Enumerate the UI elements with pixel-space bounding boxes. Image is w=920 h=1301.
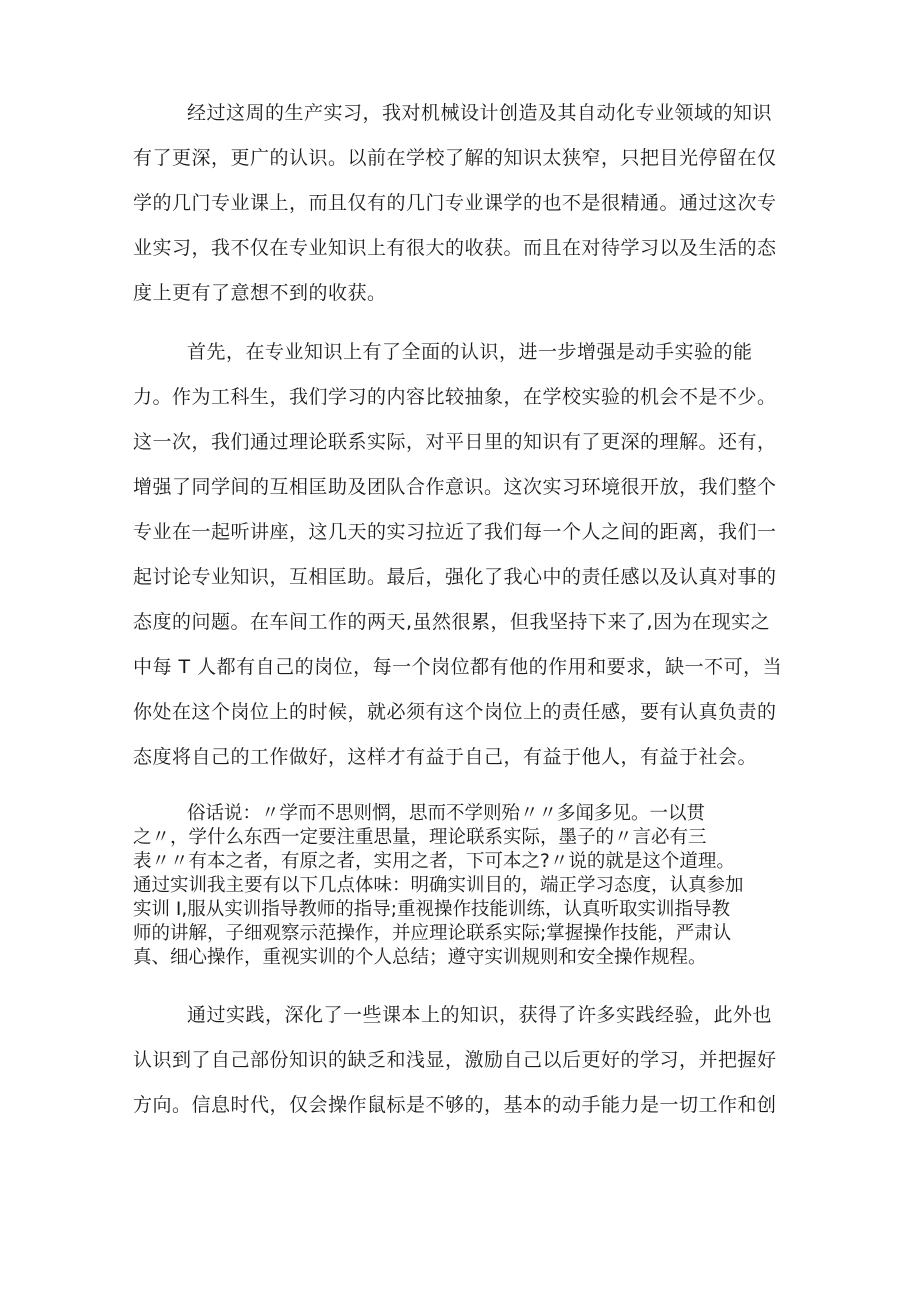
paragraph-2-line-10: 态度将自己的工作做好，这样才有益于自己，有益于他人，有益于社会。 — [133, 746, 758, 768]
paragraph-1-line-3: 学的几门专业课上，而且仅有的几门专业课学的也不是很精通。通过这次专 — [133, 192, 777, 214]
paragraph-4-line-1: 通过实践，深化了一些课本上的知识，获得了许多实践经验，此外也 — [187, 1004, 773, 1026]
paragraph-3-line-4: 通过实训我主要有以下几点体味：明确实训目的，端正学习态度，认真参加 — [133, 875, 744, 896]
paragraph-2-line-9: 你处在这个岗位上的时候，就必须有这个岗位上的责任感，要有认真负责的 — [133, 701, 777, 723]
paragraph-2-line-1: 首先，在专业知识上有了全面的认识，进一步增强是动手实验的能 — [187, 341, 753, 363]
paragraph-3-line-2: 之〃，学什么东西一定要注重思量，理论联系实际，墨子的〃言必有三 — [133, 827, 707, 848]
paragraph-1-line-4: 业实习，我不仅在专业知识上有很大的收获。而且在对待学习以及生活的态 — [133, 237, 777, 259]
paragraph-2-line-7: 态度的问题。在车间工作的两天,虽然很累，但我坚持下来了,因为在现实之 — [133, 611, 771, 633]
paragraph-2-line-5: 专业在一起听讲座，这几天的实习拉近了我们每一个人之间的距离，我们一 — [133, 521, 777, 543]
paragraph-2-line-6: 起讨论专业知识，互相匡助。最后，强化了我心中的责任感以及认真对事的 — [133, 566, 777, 588]
paragraph-2-line-4: 增强了同学间的互相匡助及团队合作意识。这次实习环境很开放，我们整个 — [133, 476, 777, 498]
paragraph-2-line-8: 中每 T 人都有自己的岗位，每一个岗位都有他的作用和要求，缺一不可，当 — [133, 656, 783, 678]
paragraph-4-line-3: 方向。信息时代，仅会操作鼠标是不够的，基本的动手能力是一切工作和创 — [133, 1094, 777, 1116]
paragraph-4-line-2: 认识到了自己部份知识的缺乏和浅显，激励自己以后更好的学习，并把握好 — [133, 1049, 777, 1071]
paragraph-2-line-3: 这一次，我们通过理论联系实际，对平日里的知识有了更深的理解。还有， — [133, 431, 777, 453]
paragraph-2-line-2: 力。作为工科生，我们学习的内容比较抽象，在学校实验的机会不是不少。 — [133, 386, 777, 408]
paragraph-1-line-5: 度上更有了意想不到的收获。 — [133, 282, 387, 304]
paragraph-1-line-1: 经过这周的生产实习，我对机械设计创造及其自动化专业领域的知识 — [187, 102, 773, 124]
paragraph-1-line-2: 有了更深，更广的认识。以前在学校了解的知识太狭窄，只把目光停留在仅 — [133, 147, 777, 169]
paragraph-3-line-3: 表〃〃有本之者，有原之者，实用之者，下可本之?〃说的就是这个道理。 — [133, 851, 735, 872]
paragraph-3-line-6: 师的讲解，子细观察示范操作，并应理论联系实际;掌握操作技能，严肃认 — [133, 923, 732, 944]
paragraph-3-line-7: 真、细心操作，重视实训的个人总结；遵守实训规则和安全操作规程。 — [133, 947, 707, 968]
paragraph-3-line-5: 实训 I,服从实训指导教师的指导;重视操作技能训练，认真听取实训指导教 — [133, 899, 730, 920]
paragraph-3-line-1: 俗话说：〃学而不思则惘，思而不学则殆〃〃多闻多见。一以贯 — [187, 803, 706, 824]
